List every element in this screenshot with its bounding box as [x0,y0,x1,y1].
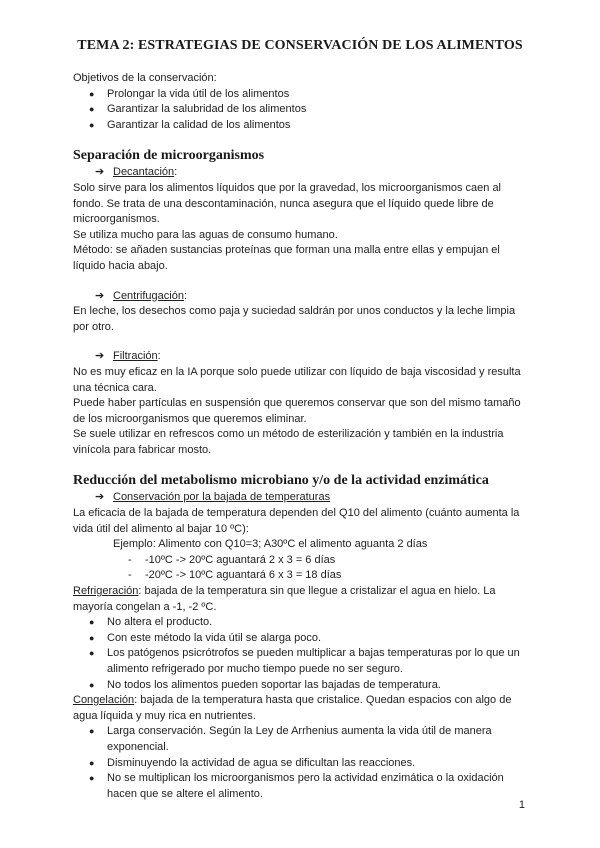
arrow-icon: ➔ [95,166,105,179]
subsection-label: Filtración [113,350,158,363]
bullet-icon: ● [89,632,95,643]
bullet-icon: ● [89,773,95,784]
objectives-intro: Objetivos de la conservación: [73,72,217,84]
list-item: ● Garantizar la calidad de los alimentos [89,118,533,134]
arrow-icon: ➔ [95,289,105,302]
section-heading-separacion: Separación de microorganismos [73,148,265,164]
refrigeracion-list [73,615,533,693]
list-item: ● Los patógenos psicrótrofos se pueden multiplicar a bajas temperaturas por lo que un alimento refrigerado por mucho tiempo puede no ser seguro. [89,647,520,675]
paragraph: Método: se añaden sustancias proteínas que forman una malla entre ellas y empujan el líquido hacia abajo. [73,244,500,272]
subsection-label: Decantación [113,166,175,179]
congelacion-list [73,724,533,802]
paragraph: La eficacia de la bajada de temperatura dependen del Q10 del alimento (cuánto aumenta la vida útil del alimento al bajar 10 ºC): [73,507,520,535]
paragraph: No es muy eficaz en la IA porque solo puede utilizar con líquido de baja viscosidad y resulta una técnica cara. [73,365,521,394]
subsection-bajada-temperaturas [73,490,533,506]
list-item: ● Garantizar la salubridad de los alimentos [89,102,533,118]
bullet-icon: ● [89,104,95,115]
subsection-centrifugacion: ➔ Centrifugación: [73,289,533,305]
list-item: ● Larga conservación. Según la Ley de Arrhenius aumenta la vida útil de manera exponencial. [89,725,492,753]
subsection-label: Centrifugación [113,289,184,302]
bullet-icon: ● [89,726,95,737]
paragraph: Se suele utilizar en refrescos como un método de esterilización y también en la industria vinícola para fabricar mosto. [73,428,504,456]
bullet-icon: ● [89,679,95,690]
subsection-label: Conservación por la bajada de temperaturas [113,491,331,504]
bullet-icon: ● [89,119,95,130]
paragraph-refrigeracion: Refrigeración: bajada de la temperatura sin que llegue a cristalizar el agua en hielo. La mayoría congelan a -1, -2 ºC. [73,585,496,613]
subsection-decantacion: ➔ Decantación: [73,165,533,181]
section-heading-reduccion: Reducción del metabolismo microbiano y/o de la actividad enzimática [73,473,489,489]
page-number: 1 [518,799,525,811]
list-item: ● Disminuyendo la actividad de agua se dificultan las reacciones. [89,756,533,772]
term-refrigeracion: Refrigeración [73,585,139,598]
list-item: ● Prolongar la vida útil de los alimentos [89,87,533,103]
paragraph-congelacion: Congelación: bajada de la temperatura hasta que cristalice. Quedan espacios con algo de agua líquida y muy rica en nutrientes. [73,694,512,722]
paragraph: Se utiliza mucho para las aguas de consumo humano. [73,228,338,241]
arrow-icon: ➔ [95,350,105,363]
paragraph: Solo sirve para los alimentos líquidos que por la gravedad, los microorganismos caen al fondo. Se trata de una descontaminación, nunca asegura que el líquido quede libre de microorganismos. [73,181,502,226]
dash-item: - -10ºC -> 20ºC aguantará 2 x 3 = 6 días [128,553,336,566]
paragraph: Puede haber partículas en suspensión que queremos conservar que son del mismo tamaño de los microorganismos que queremos eliminar. [73,397,521,425]
page-title: TEMA 2: ESTRATEGIAS DE CONSERVACIÓN DE LOS ALIMENTOS [77,38,523,53]
objectives-list [73,87,533,134]
arrow-icon: ➔ [95,491,105,504]
example-line: Ejemplo: Alimento con Q10=3; A30ºC el alimento aguanta 2 días [113,538,428,551]
list-item: ● No se multiplican los microorganismos pero la actividad enzimática o la oxidación hacen que se altere el alimento. [89,772,504,800]
dash-item: - -20ºC -> 10ºC aguantará 6 x 3 = 18 días [128,569,342,582]
page-content [73,71,533,802]
list-item: ● No altera el producto. [89,615,533,631]
bullet-icon: ● [89,648,95,659]
subsection-filtracion: ➔ Filtración: [73,349,533,365]
list-item: ● No todos los alimentos pueden soportar las bajadas de temperatura. [89,678,533,694]
bullet-icon: ● [89,757,95,768]
bullet-icon: ● [89,617,95,628]
bullet-icon: ● [89,88,95,99]
term-congelacion: Congelación [73,694,135,707]
list-item: ● Con este método la vida útil se alarga poco. [89,631,533,647]
paragraph: En leche, los desechos como paja y suciedad saldrán por unos conductos y la leche limpia por otro. [73,305,516,333]
